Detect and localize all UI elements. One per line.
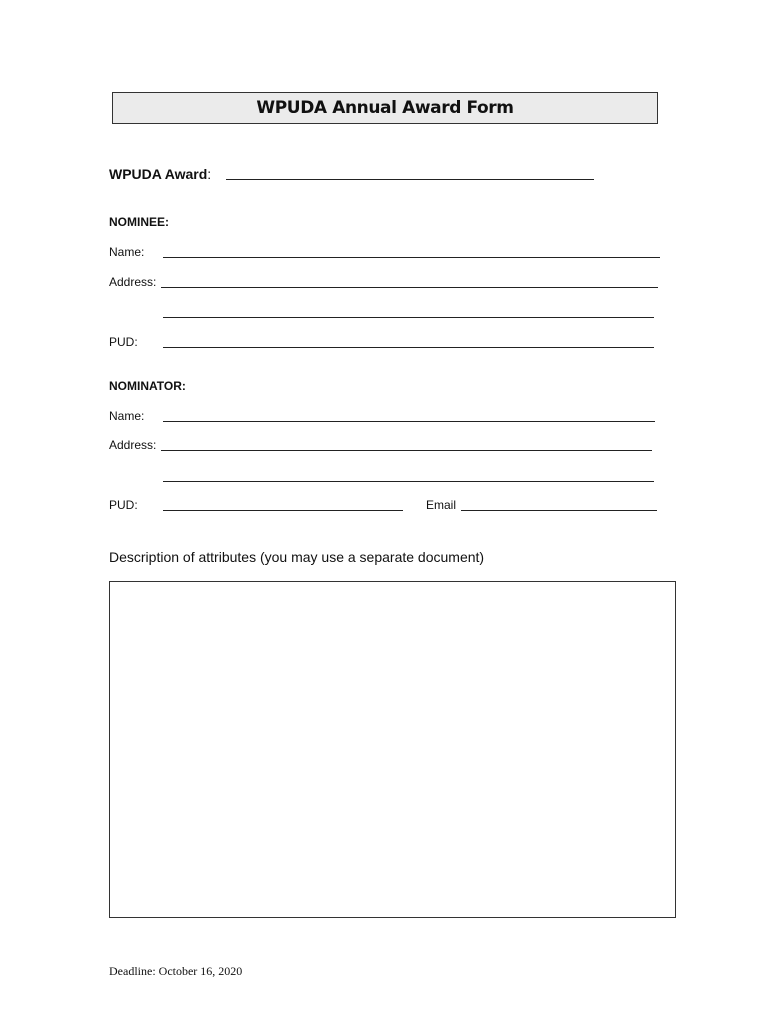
deadline-text: Deadline: October 16, 2020 [109,964,243,978]
nominator-address-line-2[interactable] [163,481,654,482]
nominator-pud-label: PUD: [109,498,138,512]
description-textarea[interactable] [109,581,676,918]
nominator-name-label: Name: [109,409,145,423]
nominee-heading: NOMINEE: [109,215,169,229]
nominator-address-line-1[interactable] [161,450,652,451]
nominator-address-label: Address: [109,438,157,452]
award-input-line[interactable] [226,179,594,180]
nominee-name-line[interactable] [163,257,660,258]
award-colon: : [207,166,212,182]
nominee-address-label: Address: [109,275,157,289]
form-title: WPUDA Annual Award Form [256,98,514,118]
award-label: WPUDA Award [109,166,208,182]
nominee-pud-label: PUD: [109,335,138,349]
nominee-address-line-1[interactable] [161,287,658,288]
nominator-pud-line[interactable] [163,510,403,511]
nominator-email-label: Email [426,498,457,512]
award-field-label-group [109,166,211,184]
nominee-pud-line[interactable] [163,347,654,348]
nominator-heading: NOMINATOR: [109,379,186,393]
nominator-email-line[interactable] [461,510,657,511]
description-heading: Description of attributes (you may use a separate document) [109,549,485,565]
form-title-box [112,92,658,124]
nominator-name-line[interactable] [163,421,655,422]
nominee-name-label: Name: [109,245,145,259]
nominee-address-line-2[interactable] [163,317,654,318]
